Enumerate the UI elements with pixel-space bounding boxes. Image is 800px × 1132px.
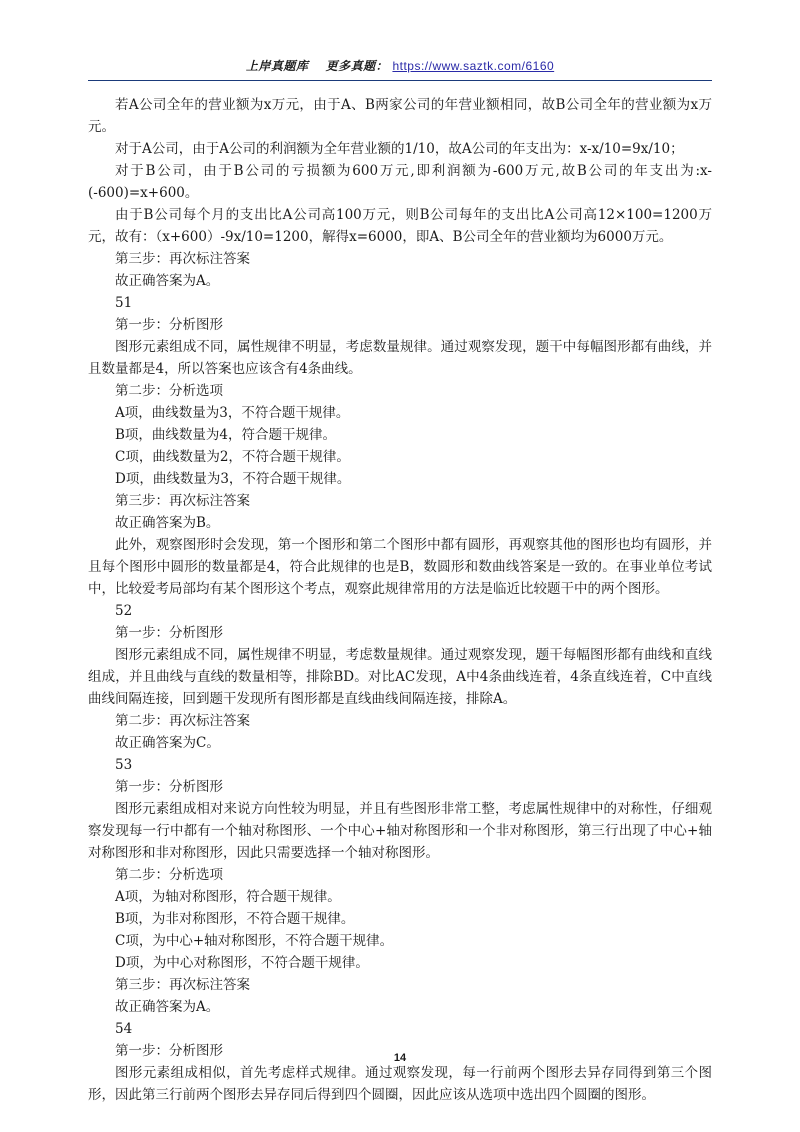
option-line: D项，为中心对称图形，不符合题干规律。 xyxy=(115,955,369,971)
paragraph: 对于A公司，由于A公司的利润额为全年营业额的1/10，故A公司的年支出为：x-x/10=9x/10； xyxy=(115,141,684,157)
page-header xyxy=(88,57,712,74)
page-number: 14 xyxy=(393,1052,407,1064)
document-body xyxy=(88,94,712,1106)
header-link[interactable]: https://www.saztk.com/6160 xyxy=(392,59,555,73)
paragraph: 图形元素组成相似，首先考虑样式规律。通过观察发现，每一行前两个图形去异存同得到第三个图形，因此第三行前两个图形去异存同后得到四个圆圈，因此应该从选项中选出四个圆圈的图形。 xyxy=(88,1065,712,1103)
paragraph: 图形元素组成不同，属性规律不明显，考虑数量规律。通过观察发现，题干每幅图形都有曲线和直线组成，并且曲线与直线的数量相等，排除BD。对比AC发现，A中4条曲线连着，4条直线连着，C中直线曲线间隔连接，回到题干发现所有图形都是直线曲线间隔连接，排除A。 xyxy=(88,647,712,707)
option-line: C项，为中心+轴对称图形，不符合题干规律。 xyxy=(115,933,394,949)
option-line: A项，曲线数量为3，不符合题干规律。 xyxy=(115,405,350,421)
answer-line: 故正确答案为A。 xyxy=(115,999,220,1015)
paragraph: 若A公司全年的营业额为x万元，由于A、B两家公司的年营业额相同，故B公司全年的营业额为x万元。 xyxy=(88,97,712,135)
header-more-label: 更多真题： xyxy=(325,59,389,73)
step-heading: 第三步：再次标注答案 xyxy=(115,493,250,509)
question-number: 53 xyxy=(115,757,133,773)
question-number: 51 xyxy=(115,295,133,311)
option-line: C项，曲线数量为2，不符合题干规律。 xyxy=(115,449,350,465)
option-line: B项，为非对称图形，不符合题干规律。 xyxy=(115,911,355,927)
step-heading: 第二步：分析选项 xyxy=(115,383,223,399)
paragraph: 对于B公司，由于B公司的亏损额为600万元,即利润额为-600万元,故B公司的年支出为:x-(-600)=x+600。 xyxy=(88,163,712,201)
option-line: D项，曲线数量为3，不符合题干规律。 xyxy=(115,471,351,487)
paragraph: 图形元素组成相对来说方向性较为明显，并且有些图形非常工整，考虑属性规律中的对称性，仔细观察发现每一行中都有一个轴对称图形、一个中心+轴对称图形和一个非对称图形，第三行出现了中心+轴对称图形和非对称图形，因此只需要选择一个轴对称图形。 xyxy=(88,801,712,861)
step-heading: 第三步：再次标注答案 xyxy=(115,251,250,267)
header-divider xyxy=(88,80,712,81)
step-heading: 第一步：分析图形 xyxy=(115,317,223,333)
header-brand: 上岸真题库 xyxy=(245,59,309,73)
step-heading: 第二步：分析选项 xyxy=(115,867,223,883)
step-heading: 第一步：分析图形 xyxy=(115,625,223,641)
option-line: A项，为轴对称图形，符合题干规律。 xyxy=(115,889,341,905)
question-number: 54 xyxy=(115,1021,133,1037)
paragraph: 图形元素组成不同，属性规律不明显，考虑数量规律。通过观察发现，题干中每幅图形都有曲线，并且数量都是4，所以答案也应该含有4条曲线。 xyxy=(88,339,712,377)
answer-line: 故正确答案为B。 xyxy=(115,515,220,531)
question-number: 52 xyxy=(115,603,133,619)
step-heading: 第二步：再次标注答案 xyxy=(115,713,250,729)
paragraph: 由于B公司每个月的支出比A公司高100万元，则B公司每年的支出比A公司高12×100=1200万元，故有：（x+600）-9x/10=1200，解得x=6000，即A、B公司全年的营业额均为6000万元。 xyxy=(88,207,712,245)
answer-line: 故正确答案为C。 xyxy=(115,735,220,751)
option-line: B项，曲线数量为4，符合题干规律。 xyxy=(115,427,337,443)
paragraph: 此外，观察图形时会发现，第一个图形和第二个图形中都有圆形，再观察其他的图形也均有圆形，并且每个图形中圆形的数量都是4，符合此规律的也是B，数圆形和数曲线答案是一致的。在事业单位考试中，比较爱考局部均有某个图形这个考点，观察此规律常用的方法是临近比较题干中的两个图形。 xyxy=(88,537,712,597)
step-heading: 第一步：分析图形 xyxy=(115,779,223,795)
step-heading: 第一步：分析图形 xyxy=(115,1043,223,1059)
answer-line: 故正确答案为A。 xyxy=(115,273,220,289)
step-heading: 第三步：再次标注答案 xyxy=(115,977,250,993)
